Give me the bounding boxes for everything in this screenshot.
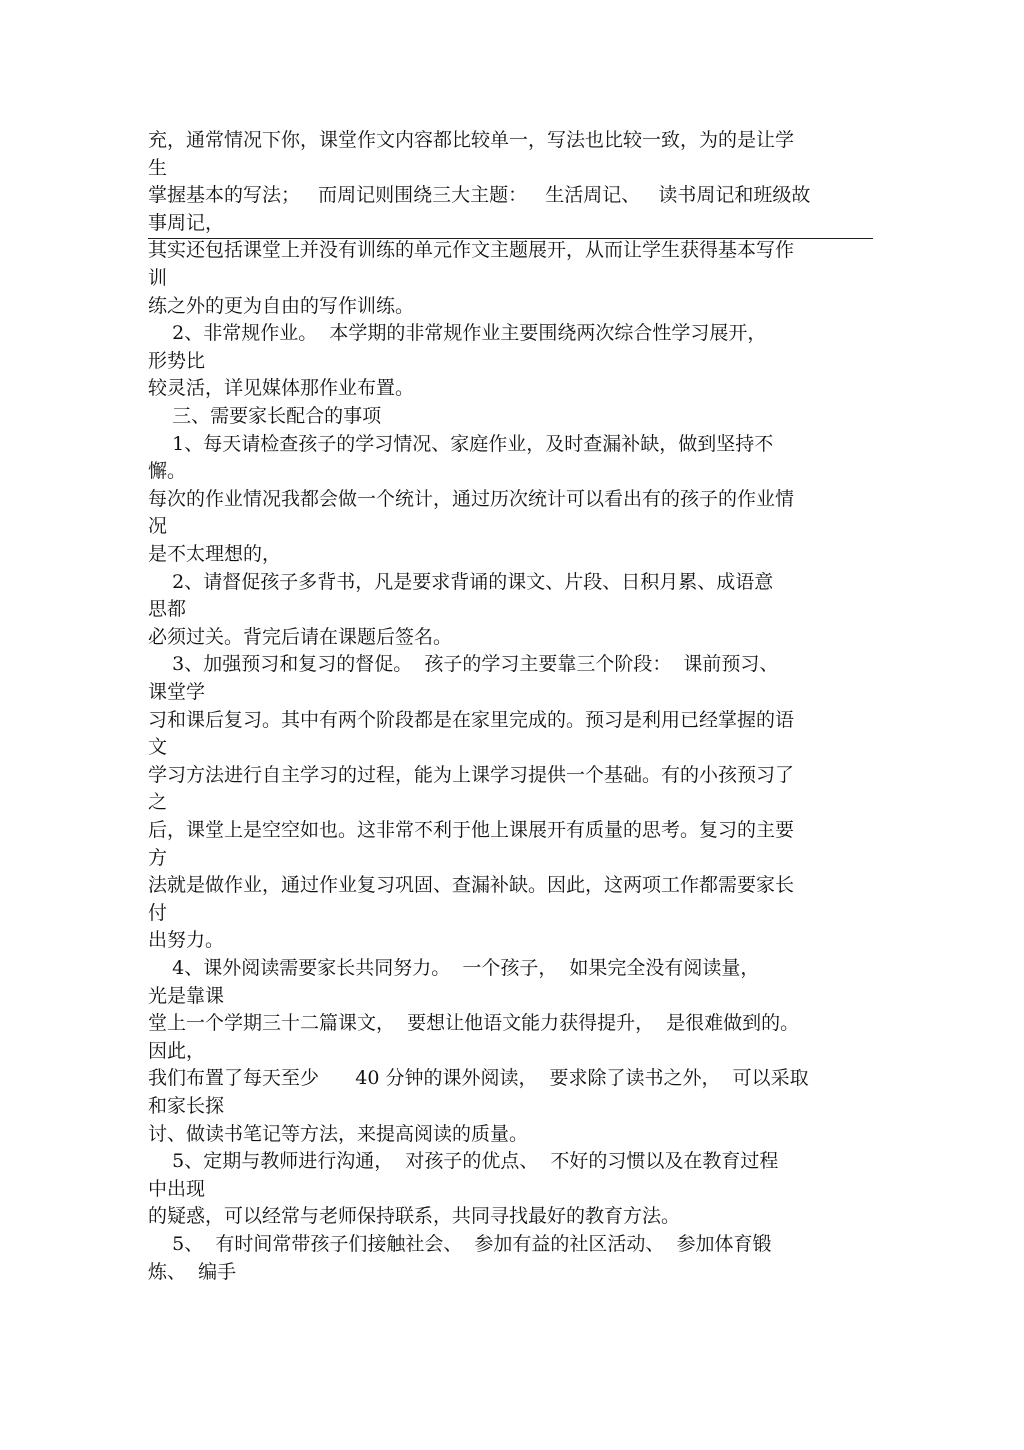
text-line: 讨、做读书笔记等方法，来提高阅读的质量。: [148, 1122, 529, 1145]
text-line: 5、定期与教师进行沟通， 对孩子的优点、 不好的习惯以及在教育过程: [148, 1150, 779, 1173]
text-line: 我们布置了每天至少 40 分钟的课外阅读， 要求除了读书之外， 可以采取: [148, 1067, 809, 1090]
text-line: 其实还包括课堂上并没有训练的单元作文主题展开，从而让学生获得基本写作: [148, 239, 795, 262]
text-line: 2、请督促孩子多背书，凡是要求背诵的课文、片段、日积月累、成语意: [148, 570, 774, 593]
text-line: 是不太理想的，: [148, 543, 282, 565]
text-line: 5、 有时间常带孩子们接触社会、 参加有益的社区活动、 参加体育锻: [148, 1233, 772, 1255]
text-line: 必须过关。背完后请在课题后签名。: [148, 625, 453, 648]
text-line: 充，通常情况下你，课堂作文内容都比较单一，写法也比较一致，为的是让学: [148, 129, 795, 151]
text-line: 况: [148, 515, 168, 538]
text-line: 较灵活，详见媒体那作业布置。: [148, 377, 415, 400]
text-line: 课堂学: [148, 681, 206, 703]
text-line: 学习方法进行自主学习的过程，能为上课学习提供一个基础。有的小孩预习了: [148, 763, 795, 786]
text-line: 1、每天请检查孩子的学习情况、家庭作业，及时查漏补缺，做到坚持不: [148, 432, 774, 455]
text-line: 和家长探: [148, 1095, 225, 1117]
text-line: 三、需要家长配合的事项: [148, 405, 382, 427]
text-line: 2、非常规作业。 本学期的非常规作业主要围绕两次综合性学习展开，: [148, 322, 767, 345]
text-line: 中出现: [148, 1177, 206, 1200]
text-line: 方: [148, 846, 168, 869]
text-line: 思都: [148, 598, 187, 621]
text-line: 训: [148, 267, 168, 289]
text-line: 炼、 编手: [148, 1260, 237, 1283]
text-line: 懈。: [148, 460, 187, 483]
text-line: 文: [148, 736, 168, 759]
text-line: 出努力。: [148, 929, 225, 952]
text-line: 光是靠课: [148, 984, 225, 1007]
text-line: 4、课外阅读需要家长共同努力。 一个孩子， 如果完全没有阅读量，: [148, 957, 760, 979]
text-line: 付: [148, 901, 168, 924]
text-line: 堂上一个学期三十二篇课文， 要想让他语文能力获得提升， 是很难做到的。: [148, 1012, 800, 1035]
text-line: 练之外的更为自由的写作训练。: [148, 294, 415, 317]
text-line: 生: [148, 156, 168, 179]
text-line: 每次的作业情况我都会做一个统计，通过历次统计可以看出有的孩子的作业情: [148, 487, 795, 510]
text-line: 因此，: [148, 1039, 206, 1062]
text-line: 掌握基本的写法； 而周记则围绕三大主题： 生活周记、 读书周记和班级故: [148, 184, 811, 207]
text-line: 之: [148, 791, 168, 814]
text-line: 的疑惑，可以经常与老师保持联系，共同寻找最好的教育方法。: [148, 1205, 681, 1228]
text-line: 形势比: [148, 349, 206, 372]
text-line: 后，课堂上是空空如也。这非常不利于他上课展开有质量的思考。复习的主要: [148, 819, 795, 841]
text-line: 习和课后复习。其中有两个阶段都是在家里完成的。预习是利用已经掌握的语: [148, 708, 795, 731]
text-line: 法就是做作业，通过作业复习巩固、查漏补缺。因此，这两项工作都需要家长: [148, 874, 795, 897]
text-line: 3、加强预习和复习的督促。 孩子的学习主要靠三个阶段： 课前预习、: [148, 653, 779, 676]
text-line: 事周记，: [148, 211, 225, 234]
